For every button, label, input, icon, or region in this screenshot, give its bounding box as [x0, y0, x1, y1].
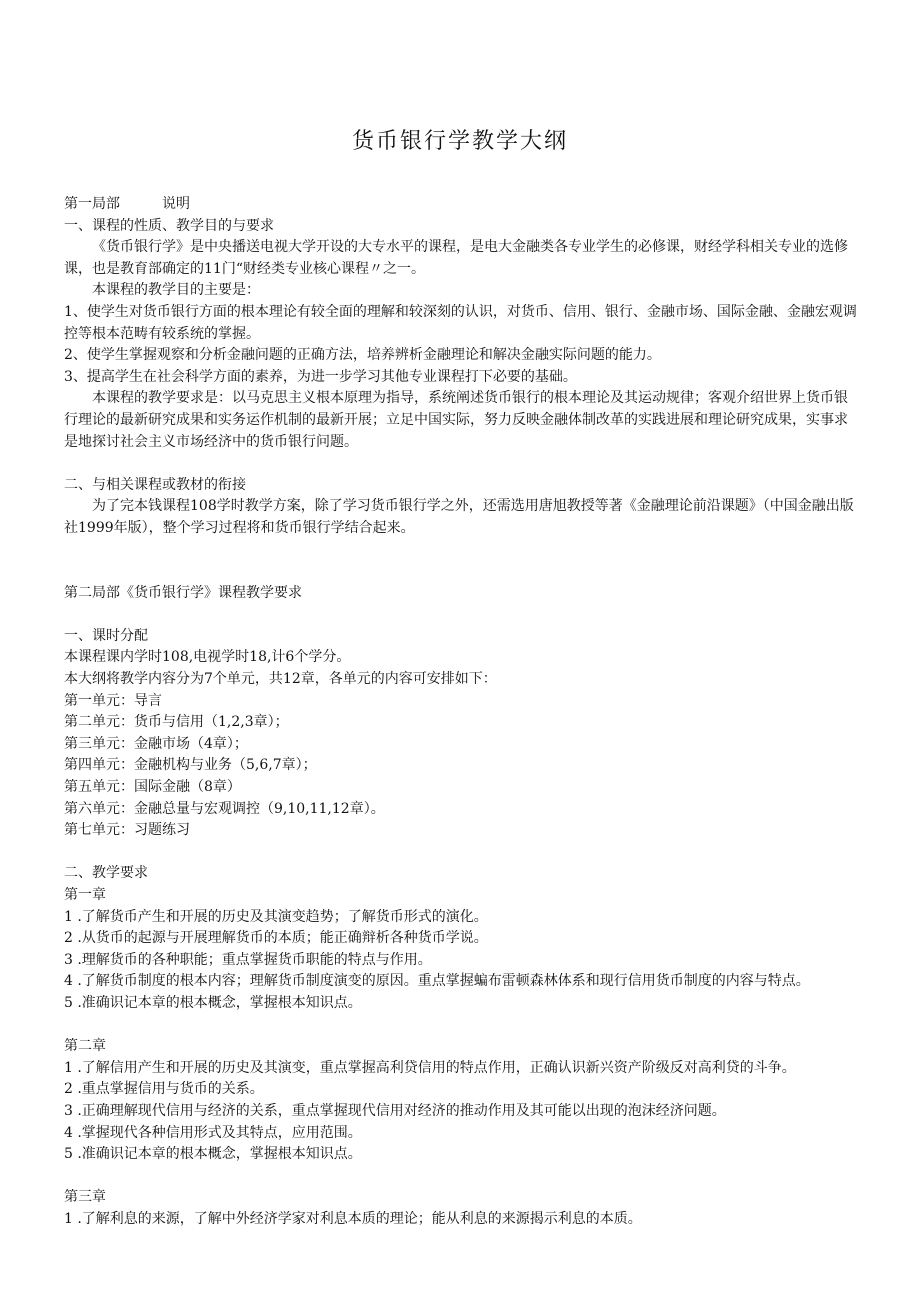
- unit-item: 第六单元：金融总量与宏观调控（9,10,11,12章）。: [64, 800, 385, 817]
- part1-section1-item1: 1、使学生对货币银行方面的根本理论有较全面的理解和较深刻的认识，对货币、信用、银行、金融市场、国际金融、金融宏观调控等根本范畴有较系统的掌握。: [64, 303, 857, 342]
- unit-item: 第二单元：货币与信用（1,2,3章）；: [64, 714, 289, 731]
- part1-heading: [64, 194, 859, 216]
- document-title: 货币银行学教学大纲: [351, 129, 568, 154]
- part2-heading: 第二局部《货币银行学》课程教学要求: [64, 584, 302, 601]
- unit-item: 第一单元：导言: [64, 692, 162, 709]
- chapter1-item: 3 .理解货币的各种职能；重点掌握货币职能的特点与作用。: [64, 951, 432, 968]
- chapter3-item: 1 .了解利息的来源，了解中外经济学家对利息本质的理论；能从利息的来源揭示利息的本质。: [64, 1210, 642, 1227]
- part1-heading-subject: 说明: [162, 196, 190, 212]
- part2-section1-line1: 本课程课内学时108,电视学时18,计6个学分。: [64, 649, 351, 666]
- part2-section1-title: 一、课时分配: [64, 627, 148, 644]
- chapter2-item: 3 .正确理解现代信用与经济的关系，重点掌握现代信用对经济的推动作用及其可能以出现的泡沫经济问题。: [64, 1102, 726, 1119]
- unit-item: 第四单元：金融机构与业务（5,6,7章）；: [64, 757, 317, 774]
- unit-item: 第五单元：国际金融（8章）: [64, 779, 241, 796]
- chapter1-item: 2 .从货币的起源与开展理解货币的本质；能正确辩析各种货币学说。: [64, 930, 488, 947]
- part1-section1-item3: 3、提高学生在社会科学方面的素养，为进一步学习其他专业课程打下必要的基础。: [64, 368, 577, 385]
- part1-section2-title: 二、与相关课程或教材的衔接: [64, 476, 246, 493]
- chapter3-title: 第三章: [64, 1189, 106, 1206]
- part2-section1-line2: 本大纲将教学内容分为7个单元，共12章，各单元的内容可安排如下：: [64, 671, 497, 688]
- chapter2-item: 1 .了解信用产生和开展的历史及其演变，重点掌握高利贷信用的特点作用，正确认识新兴资产阶级反对高利贷的斗争。: [64, 1059, 796, 1076]
- part1-section1-paragraph2: 本课程的教学目的主要是：: [92, 282, 260, 299]
- part1-section1-item2: 2、使学生掌握观察和分析金融问题的正确方法，培养辨析金融理论和解决金融实际问题的能力。: [64, 347, 661, 364]
- chapter1-item: 4 .了解货币制度的根本内容；理解货币制度演变的原因。重点掌握蝙布雷顿森林体系和现行信用货币制度的内容与特点。: [64, 973, 810, 990]
- chapter2-item: 2 .重点掌握信用与货币的关系。: [64, 1081, 264, 1098]
- part1-section1-title: 一、课程的性质、教学目的与要求: [64, 217, 274, 234]
- chapter1-item: 5 .准确识记本章的根本概念，掌握根本知识点。: [64, 994, 362, 1011]
- chapter2-item: 4 .掌握现代各种信用形式及其特点，应用范围。: [64, 1124, 362, 1141]
- chapter1-title: 第一章: [64, 887, 106, 903]
- part1-heading-label: 第一局部: [64, 196, 120, 212]
- chapter2-item: 5 .准确识记本章的根本概念，掌握根本知识点。: [64, 1146, 362, 1163]
- part2-section2-title: 二、教学要求: [64, 865, 148, 882]
- chapter2-title: 第二章: [64, 1038, 106, 1055]
- document-body: [64, 194, 859, 1231]
- part1-section1-paragraph1: 《货币银行学》是中央播送电视大学开设的大专水平的课程，是电大金融类各专业学生的必修课，财经学科相关专业的选修课，也是教育部确定的11门“财经类专业核心课程〃之一。: [64, 239, 848, 277]
- part1-section1-paragraph3: 本课程的教学要求是：以马克思主义根本原理为指导，系统阐述货币银行的根本理论及其运动规律；客观介绍世界上货币银行理论的最新研究成果和实务运作机制的最新开展；立足中国实际，努力反映金融体制改革的实践进展和理论研究成果，实事求是地探讨社会主义市场经济中的货币银行问题。: [64, 390, 848, 450]
- unit-item: 第七单元：习题练习: [64, 822, 190, 839]
- unit-item: 第三单元：金融市场（4章）；: [64, 735, 248, 752]
- part1-section2-paragraph1: 为了完本钱课程108学时教学方案，除了学习货币银行学之外，还需选用唐旭教授等著《金融理论前沿课题》（中国金融出版社1999年版），整个学习过程将和货币银行学结合起来。: [64, 498, 854, 536]
- chapter1-item: 1 .了解货币产生和开展的历史及其演变趋势；了解货币形式的演化。: [64, 908, 488, 925]
